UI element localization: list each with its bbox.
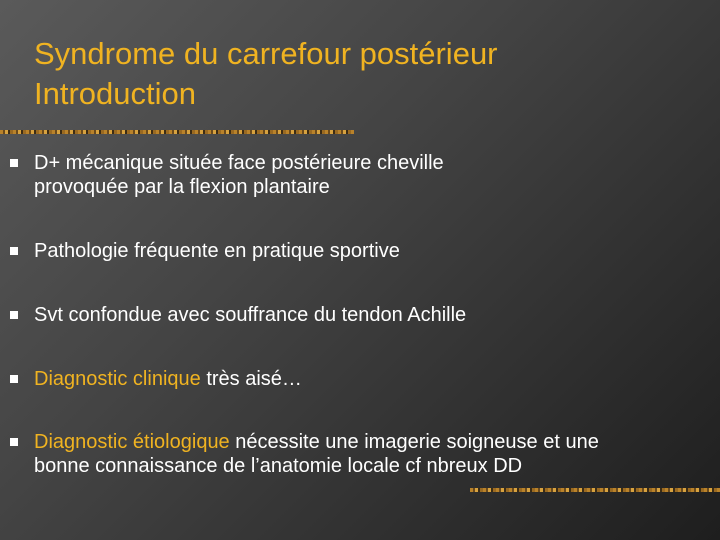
square-bullet-icon (10, 247, 18, 255)
bullet-text (34, 367, 720, 391)
bullet-text-rest: très aisé… (200, 368, 302, 390)
highlighted-term: Diagnostic clinique (34, 368, 201, 390)
bullet-text (34, 430, 720, 478)
bullet-line: bonne connaissance de l’anatomie locale cf nbreux DD (34, 455, 523, 477)
bullet-line (34, 430, 720, 454)
bullet-text (34, 151, 720, 199)
slide-title-line-2: Introduction (34, 76, 196, 111)
title-divider (0, 130, 354, 134)
footer-divider (470, 488, 720, 492)
bullet-line (34, 367, 720, 391)
square-bullet-icon (10, 159, 18, 167)
bullet-text-rest: nécessite une imagerie soigneuse et une (229, 431, 599, 453)
bullet-text (34, 239, 720, 263)
bullet-text (34, 303, 720, 327)
bullet-line: D+ mécanique située face postérieure cheville (34, 152, 444, 174)
square-bullet-icon (10, 375, 18, 383)
bullet-line: provoquée par la flexion plantaire (34, 176, 330, 198)
highlighted-term: Diagnostic étiologique (34, 431, 230, 453)
square-bullet-icon (10, 311, 18, 319)
slide-title (34, 34, 674, 114)
bullet-line: Svt confondue avec souffrance du tendon Achille (34, 304, 467, 326)
square-bullet-icon (10, 438, 18, 446)
slide-title-line-1: Syndrome du carrefour postérieur (34, 36, 498, 71)
bullet-line: Pathologie fréquente en pratique sportive (34, 240, 400, 262)
